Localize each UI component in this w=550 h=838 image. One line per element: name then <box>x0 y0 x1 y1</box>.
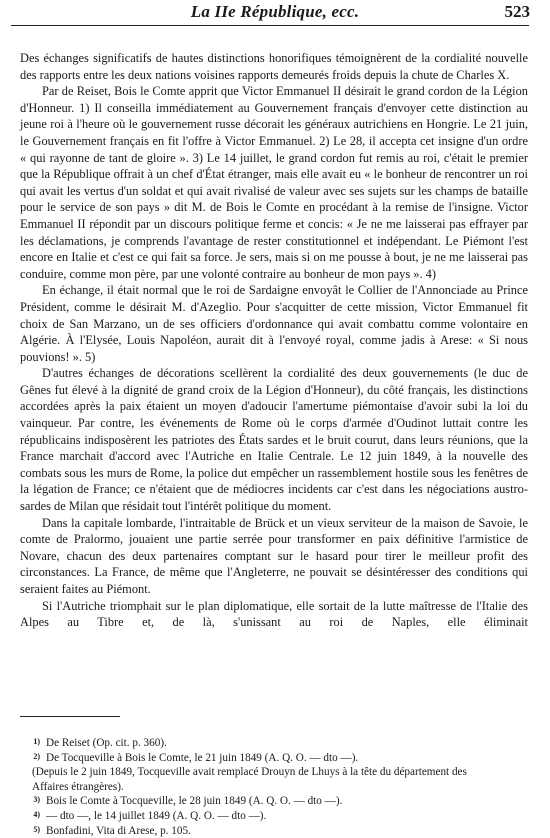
footnote-2 <box>20 751 500 766</box>
footnote-text: (Depuis le 2 juin 1849, Tocqueville avait remplacé Drouyn de Lhuys à la tête du département des Affaires étrangères). <box>32 766 467 793</box>
footnote-number: 2) <box>33 751 40 761</box>
header-rule <box>11 25 529 26</box>
footnote-2-continuation <box>20 765 500 794</box>
footnote-text: Bois le Comte à Tocqueville, le 28 juin 1849 (A. Q. O. — dto —). <box>46 795 343 808</box>
footnote-5 <box>20 824 500 838</box>
footnote-text: De Reiset (Op. cit. p. 360). <box>46 737 167 749</box>
footnote-1 <box>20 736 500 751</box>
paragraph-3: En échange, il était normal que le roi de Sardaigne envoyât le Collier de l'Annonciade au Prince Président, comme le désirait M. d'Azeglio. Pour s'acquitter de cette mission, Victor Emmanuel fit choix de San Marzano, un de ses officiers d'ordonnance qui avait combattu comme volontaire en Algérie. À l'Elysée, Louis Napoléon, aurait dit à l'envoyé royal, comme jadis à Arese: « Si nous pouvions! ». 5) <box>20 283 528 364</box>
footnote-number: 1) <box>33 737 40 746</box>
paragraph-5: Dans la capitale lombarde, l'intraitable de Brück et un vieux serviteur de la maison de Savoie, le comte de Pralormo, jouaient une partie serrée pour transformer en paix définitive l'armistice de Novare, chacun des deux partenaires comptant sur le hasard pour tirer le meilleur profit des circonstances. La France, de même que l'Angleterre, ne pouvait se désintéresser des conditions qui seraient faites au Piémont. <box>20 515 528 596</box>
footnote-text: De Tocqueville à Bois le Comte, le 21 juin 1849 (A. Q. O. — dto —). <box>46 751 359 764</box>
paragraph-2: Par de Reiset, Bois le Comte apprit que Victor Emmanuel II désirait le grand cordon de la Légion d'Honneur. 1) Il conseilla immédiatement au Gouvernement français d'envoyer cette distinction au jeune roi à l'heure où le gouvernement russe décorait les généraux autrichiens en Hongrie. Le 21 juin, le Gouvernement français en fit l'offre à Victor Emmanuel. 2) Le 28, il accepta cet insigne d'un ordre « qui rayonne de tant de gloire ». 3) Le 14 juillet, le grand cordon fut remis au roi, c'était le premier que la République offrait à un chef d'État étranger, mais elle avait eu « le bonheur de rencontrer un roi qui avait les vertus d'un soldat et qui avait rivalisé de valeur avec ses sujets sur les champs de bataille pour le service de son pays » dit M. de Bois le Comte en procédant à la remise de l'insigne. Victor Emmanuel II répondit par un discours politique ferme et concis: « Je ne me laisserai pas effrayer par les déclamations, je comprends l'avantage de rester constitutionnel et indépendant. Le Piémont l'est encore en Italie et c'est ce qui fait sa force. Je sers, mais si on me pousse à bout, je ne me laisserai pas conduire, comme mon père, par une volonté contraire au bonheur de mon pays ». 4) <box>20 84 528 281</box>
footnote-4 <box>20 809 500 824</box>
paragraph-6: Si l'Autriche triomphait sur le plan diplomatique, elle sortait de la lutte maîtresse de l'Italie des Alpes au Tibre et, de là, s'unissant au roi de Naples, elle éliminait <box>20 598 528 630</box>
paragraph-4: D'autres échanges de décorations scellèrent la cordialité des deux gouvernements (le duc de Gênes fut élevé à la dignité de grand croix de la Légion d'Honneur), du côté français, les distinctions accordées après la paix étaient un moyen d'adoucir l'amertume piémontaise d'avoir subi la loi du vainqueur. Par contre, les événements de Rome où le corps d'armée d'Oudinot luttait contre les républicains indisposèrent les patriotes des États sardes et le bruit courut, dans leurs réunions, que la France marchait d'accord avec l'Autriche en Italie Centrale. Le 12 juin 1849, à la nouvelle des combats sous les murs de Rome, la police dut empêcher un rassemblement hostile sous les fenêtres de la légation de France; ce n'étaient que de médiocres incidents car c'est dans les négociations austro-sardes de Milan que résidait tout l'intérêt politique du moment. <box>20 366 528 514</box>
page-number: 523 <box>504 2 530 21</box>
footnote-separator <box>20 716 120 717</box>
footnote-3 <box>20 794 500 809</box>
footnote-number: 4) <box>33 809 40 819</box>
footnote-text: Bonfadini, Vita di Arese, p. 105. <box>46 824 191 837</box>
footnote-text: — dto —, le 14 juillet 1849 (A. Q. O. — dto —). <box>46 809 267 822</box>
running-title: La IIe République, ecc. <box>190 2 360 21</box>
footnotes <box>20 736 500 838</box>
running-header <box>0 0 550 26</box>
paragraph-1: Des échanges significatifs de hautes distinctions honorifiques témoignèrent de la cordialité nouvelle des rapports entre les deux nations voisines rapports demeurés froids depuis la chute de Charles X. <box>20 51 528 82</box>
footnote-number: 3) <box>33 795 40 805</box>
body-text <box>20 50 528 631</box>
footnote-number: 5) <box>33 824 40 834</box>
